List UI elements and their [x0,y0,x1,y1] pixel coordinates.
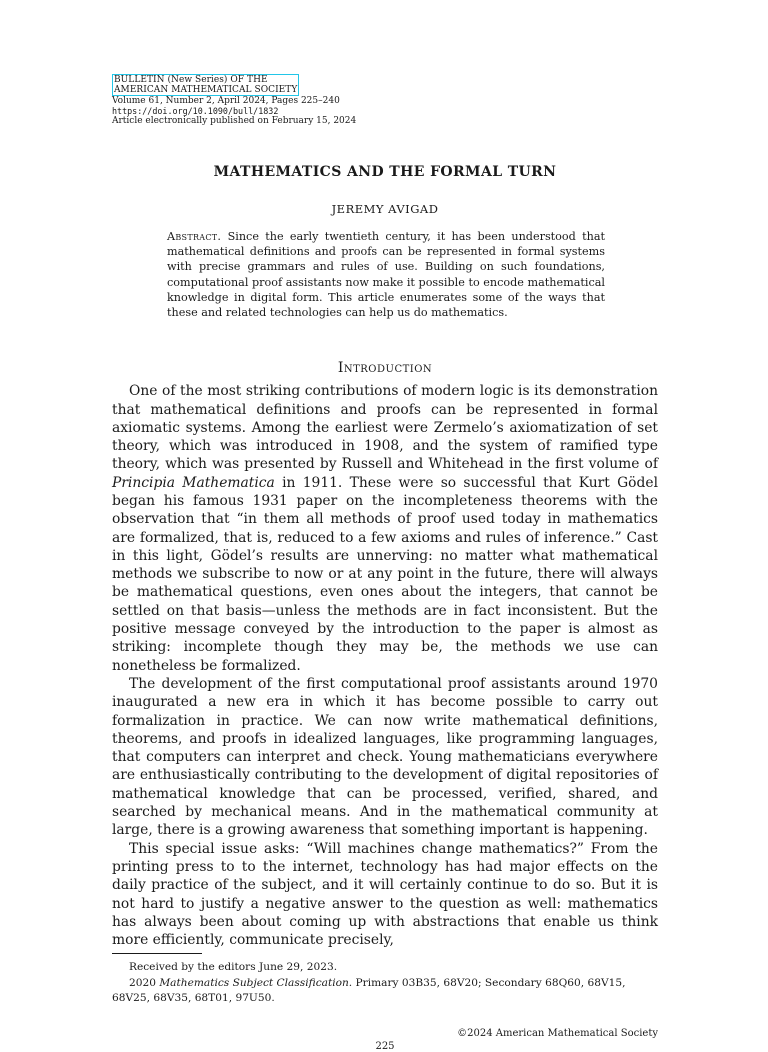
paragraph [112,382,658,675]
paragraph: This special issue asks: “Will machines change mathematics?” From the printing press to to the internet, technology has had major effects on the daily practice of the subject, and it will certainly continue to do so. But it is not hard to justify a negative answer to the question as well: mathematics has always been about coming up with abstractions that enable us think more efficiently, communicate precisely, [112,840,658,949]
journal-name-line1: BULLETIN (New Series) OF THE [114,75,268,85]
author-name: JEREMY AVIGAD [331,202,439,216]
abstract [167,229,605,320]
paragraph-text: in 1911. These were so successful that Kurt Gödel began his famous 1931 paper on the incompleteness theorems with the observation that “in them all methods of proof used today in mathematics are formalized, that is, reduced to a few axioms and rules of inference.” Cast in this light, Gödel’s results are unnerving: no matter what mathematical methods we subscribe to now or at any point in the future, there will always be mathematical questions, even ones about the integers, that cannot be settled on that basis—unless the methods are in fact inconsistent. But the positive message conveyed by the introduction to the paper is almost as striking: incomplete though they may be, the methods we use can nonetheless be formalized. [112,474,658,674]
abstract-text: Since the early twentieth century, it has been understood that mathematical definitions and proofs can be represented in formal systems with precise grammars and rules of use. Building on such foundations, computational proof assistants now make it possible to encode mathematical knowledge in digital form. This article enumerates some of the ways that these and related technologies can help us do mathematics. [167,230,605,320]
book-title: Principia Mathematica [112,474,275,491]
journal-name-line2: AMERICAN MATHEMATICAL SOCIETY [114,85,298,95]
journal-link[interactable] [112,74,299,96]
doi-link[interactable]: https://doi.org/10.1090/bull/1832 [112,106,279,116]
paper-page [112,74,658,1052]
publication-date: Article electronically published on February 15, 2024 [112,116,357,126]
page-number: 225 [375,1040,395,1052]
journal-header [112,74,658,126]
paragraph: The development of the first computational proof assistants around 1970 inaugurated a new era in which it has become possible to carry out formalization in practice. We can now write mathematical definitions, theorems, and proofs in idealized languages, like programming languages, that computers can interpret and check. Young mathematicians everywhere are enthusiastically contributing to the development of digital repositories of mathematical knowledge that can be processed, verified, shared, and searched by mechanical means. And in the mathematical community at large, there is a growing awareness that something important is happening. [112,675,658,839]
paper-title: MATHEMATICS AND THE FORMAL TURN [213,164,557,180]
copyright-notice: ©2024 American Mathematical Society [457,1027,658,1039]
received-date: Received by the editors June 29, 2023. [129,961,338,974]
msc-codes: Primary 03B35, 68V20; Secondary 68Q60, 68V15, 68V25, 68V35, 68T01, 97U50. [112,976,626,1005]
msc-prefix: 2020 [129,976,160,989]
section-heading: Introduction [337,360,433,377]
volume-info: Volume 61, Number 2, April 2024, Pages 225–240 [112,96,340,106]
abstract-label: Abstract. [167,230,222,243]
body-text [112,382,658,949]
footnotes [112,960,658,1006]
msc-classification [112,976,658,1007]
footnote-rule [112,953,202,954]
msc-label: Mathematics Subject Classification. [159,976,353,989]
paragraph-text: One of the most striking contributions of modern logic is its demonstration that mathematical definitions and proofs can be represented in formal axiomatic systems. Among the earliest were Zermelo’s axiomatization of set theory, which was introduced in 1908, and the system of ramified type theory, which was presented by Russell and Whitehead in the first volume of [112,383,658,473]
